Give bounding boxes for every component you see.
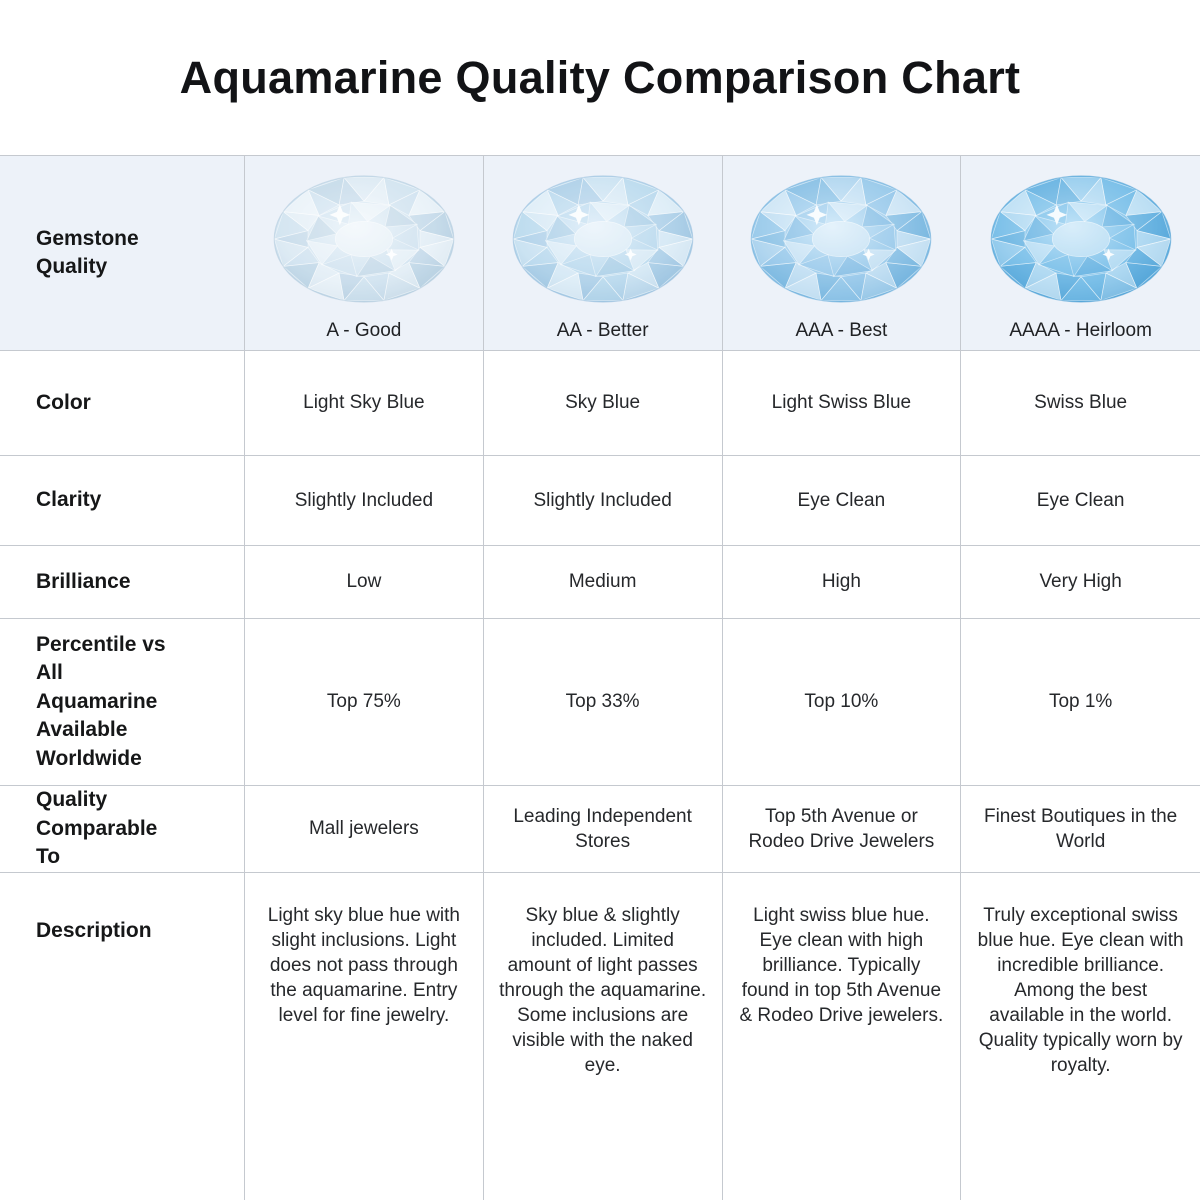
aquamarine-gem-svg <box>269 170 459 308</box>
gem-cell-aaaa <box>961 156 1200 351</box>
cell-description-aaaa: Truly exceptional swiss blue hue. Eye clean with incredible brilliance. Among the best available in the world. Quality typically worn by royalty. <box>977 905 1184 1077</box>
row-label-percentile: Percentile vs All Aquamarine Available Worldwide <box>0 619 245 786</box>
cell-percentile-aa: Top 33% <box>484 619 723 786</box>
gem-cell-a <box>245 156 484 351</box>
cell-description-aa: Sky blue & slightly included. Limited amount of light passes through the aquamarine. Some inclusions are visible with the naked eye. <box>484 873 723 1200</box>
grade-label-aa: AA - Better <box>556 320 649 342</box>
aquamarine-gem-aa-image <box>508 170 698 308</box>
cell-description-aaa: Light swiss blue hue. Eye clean with high brilliance. Typically found in top 5th Avenue & Rodeo Drive jewelers. <box>723 873 962 1200</box>
cell-color-aa: Sky Blue <box>484 351 723 456</box>
cell-clarity-a: Slightly Included <box>245 456 484 546</box>
row-label-brilliance: Brilliance <box>0 546 245 619</box>
cell-clarity-aaaa: Eye Clean <box>961 456 1200 546</box>
comparison-table <box>0 155 1200 1200</box>
cell-percentile-aaaa: Top 1% <box>961 619 1200 786</box>
gem-cell-aaa <box>723 156 962 351</box>
cell-percentile-aaa: Top 10% <box>723 619 962 786</box>
cell-comparable-aaa: Top 5th Avenue or Rodeo Drive Jewelers <box>723 786 962 873</box>
aquamarine-gem-svg <box>746 170 936 308</box>
row-label-color: Color <box>0 351 245 456</box>
aquamarine-gem-a-image <box>269 170 459 308</box>
cell-clarity-aaa: Eye Clean <box>723 456 962 546</box>
row-label-comparable: Quality Comparable To <box>0 786 245 873</box>
row-label-description: Description <box>0 873 245 1200</box>
cell-color-a: Light Sky Blue <box>245 351 484 456</box>
row-label-clarity: Clarity <box>0 456 245 546</box>
aquamarine-gem-aaa-image <box>746 170 936 308</box>
cell-brilliance-a: Low <box>245 546 484 619</box>
cell-description-a: Light sky blue hue with slight inclusions. Light does not pass through the aquamarine. Entry level for fine jewelry. <box>245 873 484 1200</box>
cell-comparable-aa: Leading Independent Stores <box>484 786 723 873</box>
aquamarine-gem-aaaa-image <box>986 170 1176 308</box>
cell-percentile-a: Top 75% <box>245 619 484 786</box>
cell-color-aaaa: Swiss Blue <box>961 351 1200 456</box>
cell-brilliance-aaaa: Very High <box>961 546 1200 619</box>
cell-brilliance-aa: Medium <box>484 546 723 619</box>
gem-cell-aa <box>484 156 723 351</box>
page-title: Aquamarine Quality Comparison Chart <box>179 51 1021 103</box>
cell-brilliance-aaa: High <box>723 546 962 619</box>
title-bar <box>0 0 1200 155</box>
aquamarine-gem-svg <box>986 170 1176 308</box>
cell-clarity-aa: Slightly Included <box>484 456 723 546</box>
cell-comparable-a: Mall jewelers <box>245 786 484 873</box>
grade-label-aaaa: AAAA - Heirloom <box>1009 320 1152 342</box>
row-label-gemstone-quality: Gemstone Quality <box>0 156 245 351</box>
grade-label-aaa: AAA - Best <box>795 320 888 342</box>
grade-label-a: A - Good <box>326 320 402 342</box>
aquamarine-gem-svg <box>508 170 698 308</box>
cell-comparable-aaaa: Finest Boutiques in the World <box>961 786 1200 873</box>
cell-color-aaa: Light Swiss Blue <box>723 351 962 456</box>
